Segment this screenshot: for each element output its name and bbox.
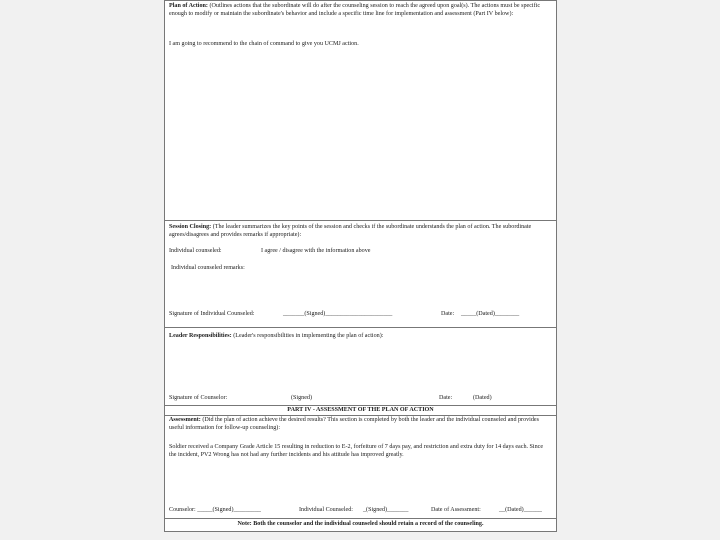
assessment-counselor-value: _____(Signed)_________ bbox=[197, 507, 261, 513]
plan-of-action-label: Plan of Action: bbox=[169, 3, 208, 9]
assessment-date-label: Date of Assessment: bbox=[431, 507, 481, 513]
agree-disagree-text: I agree / disagree with the information above bbox=[261, 248, 371, 254]
divider bbox=[165, 327, 556, 328]
assessment-text: (Did the plan of action achieve the desired results? This section is completed by both the leader and the individual counseled and provides useful information for follow-up counseling): bbox=[169, 417, 539, 431]
leader-responsibilities-text: (Leader's responsibilities in implementing the plan of action): bbox=[233, 333, 384, 339]
counselor-signature-row bbox=[169, 395, 552, 403]
assessment-entry: Soldier received a Company Grade Article 15 resulting in reduction to E-2, forfeiture of 7 days pay, and restriction and extra duty for 14 days each. Since the incident, PV2 Wrong has not had any further incidents and his attitude has improved greatly. bbox=[169, 444, 544, 458]
divider bbox=[165, 405, 556, 406]
session-closing-text: (The leader summarizes the key points of the session and checks if the subordinate understands the plan of action. The subordinate agrees/disagrees and provides remarks if appropriate): bbox=[169, 224, 532, 238]
counselor-date-label: Date: bbox=[439, 395, 453, 401]
assessment-counselor-label: Counselor: bbox=[169, 507, 196, 513]
divider bbox=[165, 518, 556, 519]
counselor-signature-value: (Signed) bbox=[291, 395, 312, 401]
assessment-instructions bbox=[169, 417, 552, 432]
individual-date-label: Date: bbox=[441, 311, 455, 317]
individual-signature-value: _______(Signed)______________________ bbox=[283, 311, 393, 317]
assessment-individual-label: Individual Counseled: bbox=[299, 507, 353, 513]
assessment-date-value: __(Dated)______ bbox=[499, 507, 542, 513]
divider bbox=[165, 220, 556, 221]
part-iv-title: PART IV - ASSESSMENT OF THE PLAN OF ACTION bbox=[287, 407, 434, 413]
individual-counseled-row bbox=[169, 248, 552, 256]
session-closing-label: Session Closing: bbox=[169, 224, 212, 230]
counselor-date-value: (Dated) bbox=[473, 395, 492, 401]
counseling-form-page bbox=[164, 0, 557, 532]
counselor-signature-label: Signature of Counselor: bbox=[169, 395, 228, 401]
individual-signature-row bbox=[169, 311, 552, 319]
assessment-signature-row bbox=[169, 507, 552, 515]
individual-counseled-label: Individual counseled: bbox=[169, 248, 222, 254]
assessment-individual-value: _(Signed)_______ bbox=[363, 507, 409, 513]
retention-note: Note: Both the counselor and the individual counseled should retain a record of the counseling. bbox=[237, 521, 484, 527]
leader-responsibilities-label: Leader Responsibilities: bbox=[169, 333, 232, 339]
individual-signature-label: Signature of Individual Counseled: bbox=[169, 311, 255, 317]
plan-of-action-entry: I am going to recommend to the chain of command to give you UCMJ action. bbox=[169, 41, 359, 47]
plan-of-action-instructions bbox=[169, 3, 552, 18]
individual-date-value: _____(Dated)________ bbox=[461, 311, 520, 317]
session-closing-instructions bbox=[169, 224, 552, 239]
leader-responsibilities-row bbox=[169, 333, 552, 341]
individual-remarks-label: Individual counseled remarks: bbox=[171, 265, 245, 271]
divider bbox=[165, 415, 556, 416]
plan-of-action-text: (Outlines actions that the subordinate will do after the counseling session to reach the agreed upon goal(s). The actions must be specific enough to modify or maintain the subordinate's behavior and include a specific time line for implementation and assessment (Part IV below): bbox=[169, 3, 541, 17]
assessment-label: Assessment: bbox=[169, 417, 201, 423]
